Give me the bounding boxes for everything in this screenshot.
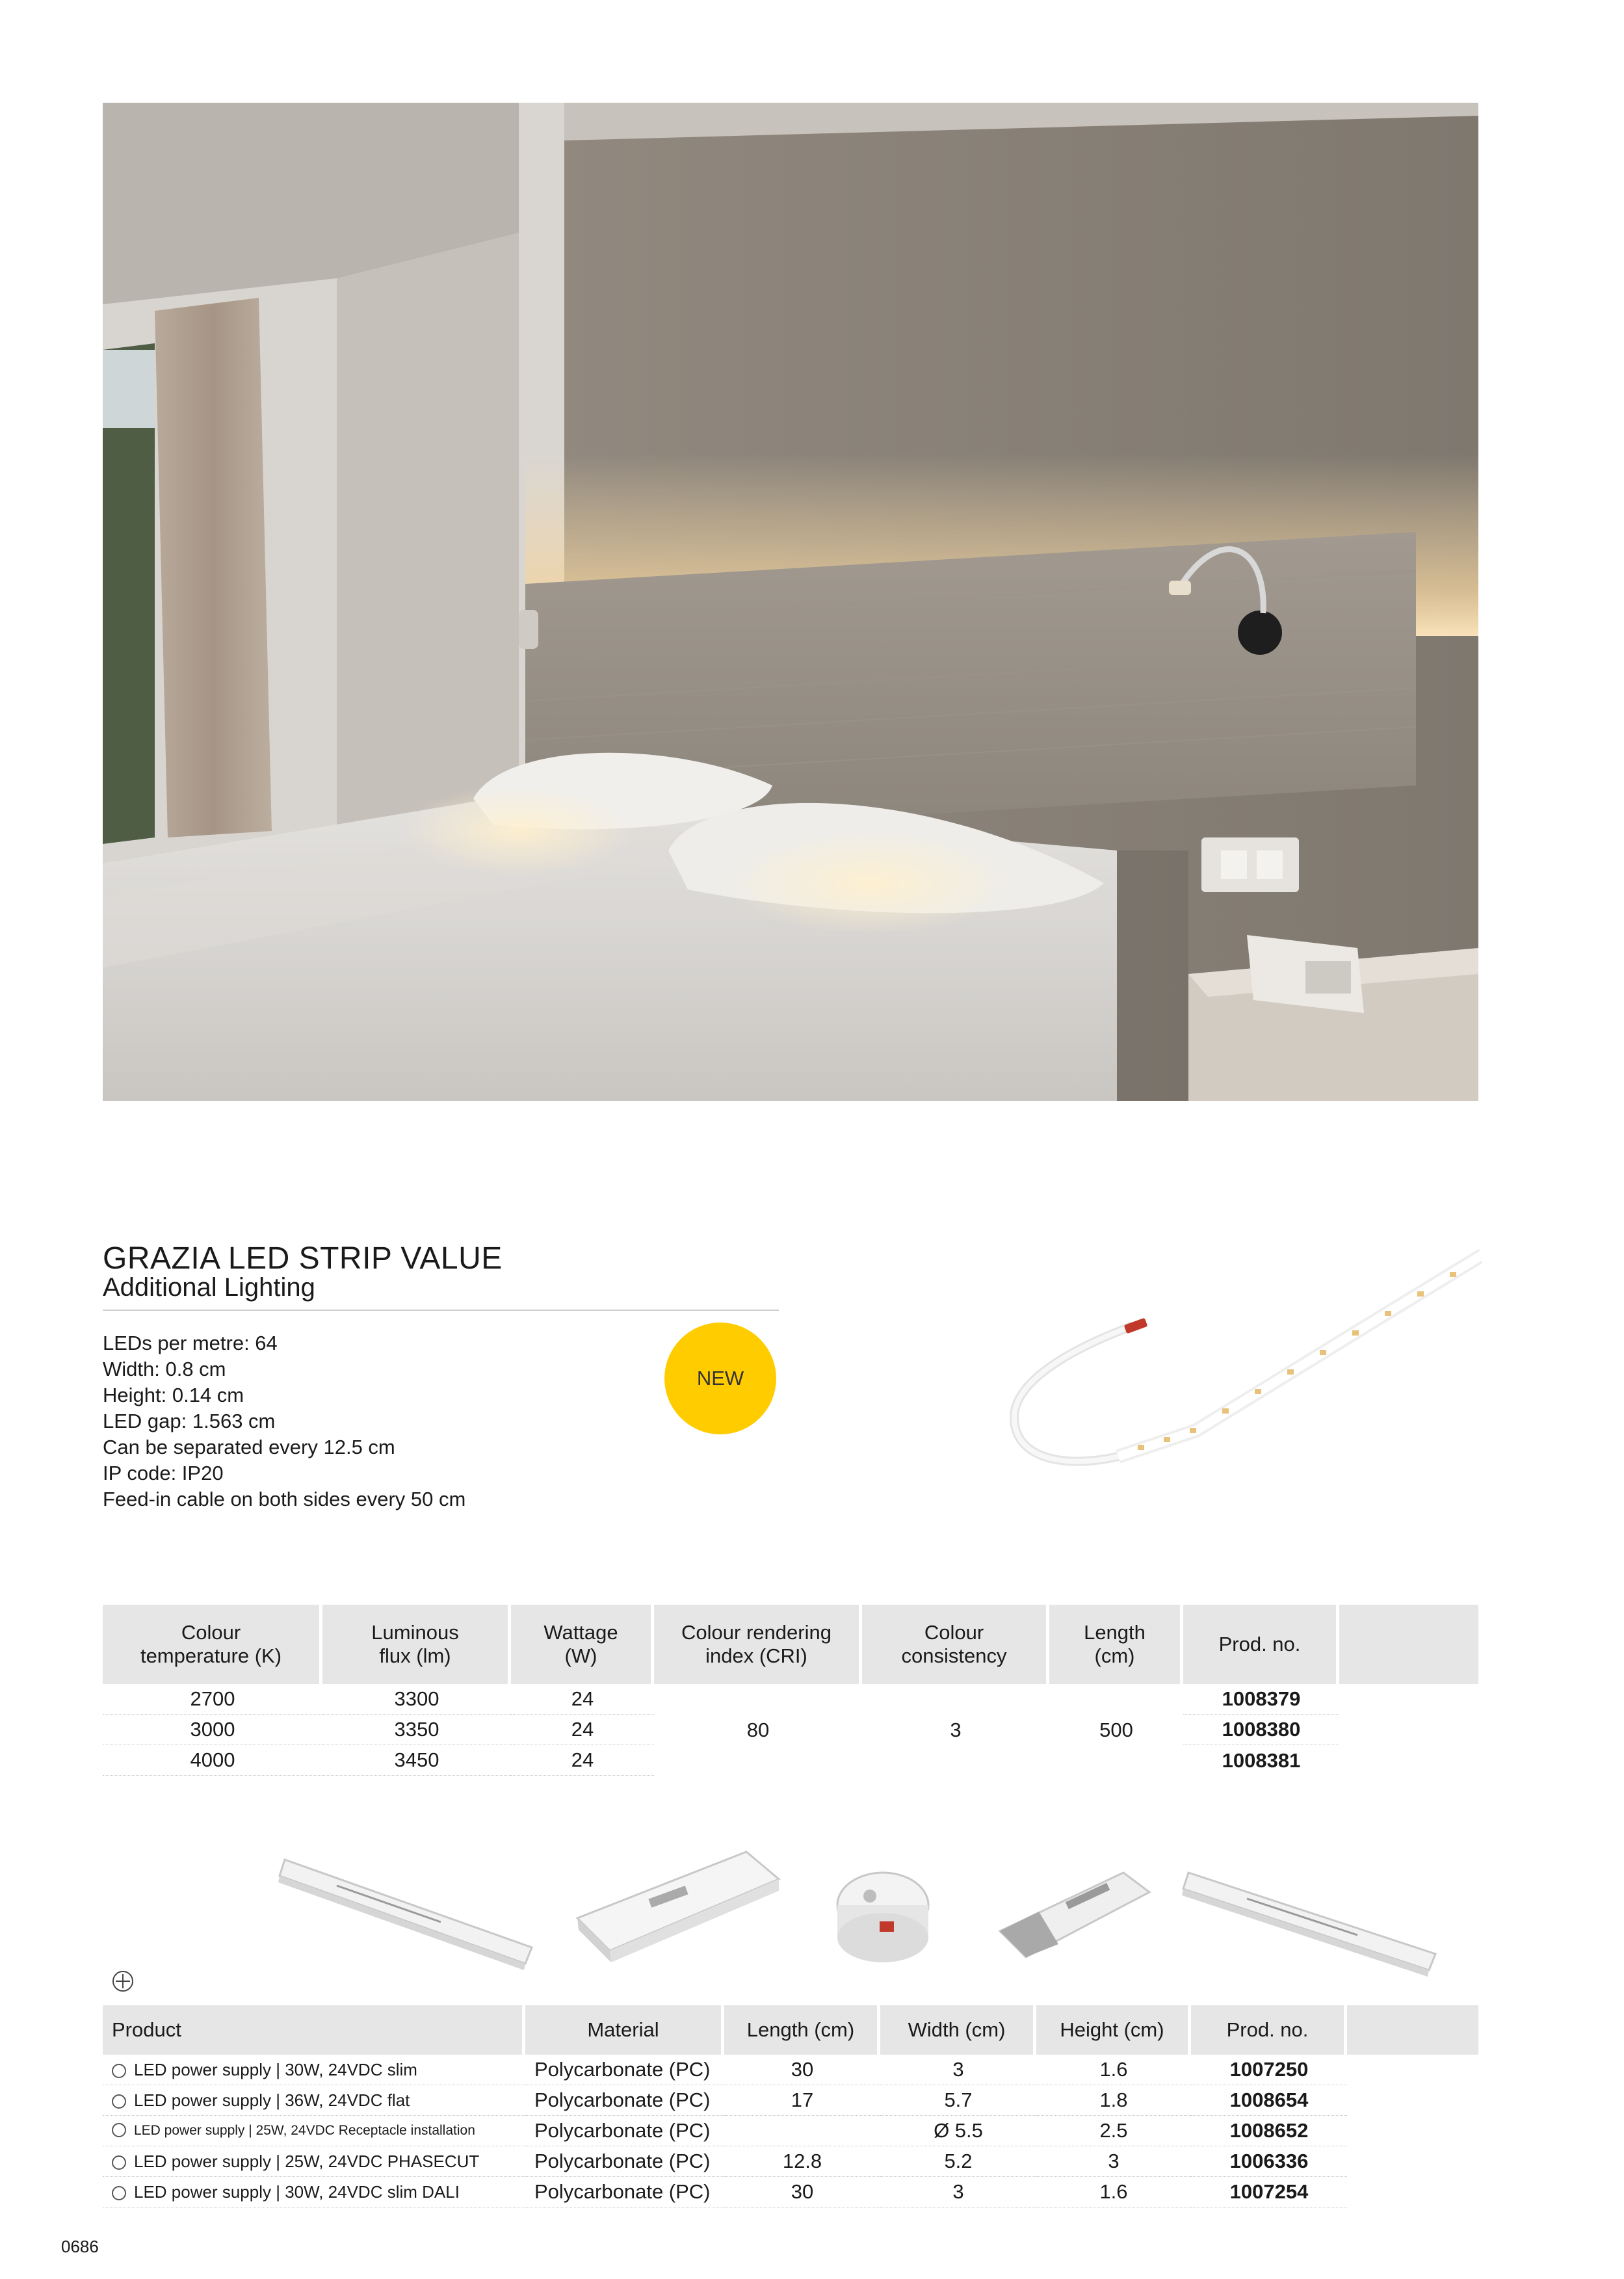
- cell-length: 12.8: [724, 2146, 880, 2177]
- header-height: Height (cm): [1036, 2005, 1191, 2055]
- cell-temp: 2700: [103, 1684, 322, 1715]
- product-name: LED power supply | 36W, 24VDC flat: [134, 2090, 410, 2110]
- cell-cri: 80: [746, 1718, 770, 1741]
- cell-width: 3: [880, 2055, 1036, 2085]
- radio-button[interactable]: [112, 2123, 126, 2137]
- product-title: GRAZIA LED STRIP VALUE: [103, 1241, 503, 1276]
- cell-length: 30: [724, 2177, 880, 2207]
- spec-item: IP code: IP20: [103, 1462, 224, 1484]
- header-product: Product: [103, 2005, 525, 2055]
- accessory-table-header: [103, 2005, 1478, 2055]
- header-cri: Colour rendering index (CRI): [654, 1605, 862, 1684]
- new-badge: [664, 1323, 776, 1434]
- spec-item: Can be separated every 12.5 cm: [103, 1436, 395, 1458]
- cell-prod-no: 1008379: [1183, 1684, 1339, 1715]
- product-name-cell: [103, 2116, 525, 2146]
- cell-prod-no: 1008380: [1183, 1715, 1339, 1745]
- cell-height: 3: [1036, 2146, 1191, 2177]
- cell-watt: 24: [511, 1684, 654, 1715]
- product-name-cell: [103, 2177, 525, 2207]
- header-blank: [1339, 1605, 1478, 1684]
- header-width: Width (cm): [880, 2005, 1036, 2055]
- spec-item: Feed-in cable on both sides every 50 cm: [103, 1488, 466, 1510]
- cell-prod-no: 1006336: [1191, 2146, 1347, 2177]
- spec-table: [103, 1605, 1478, 1776]
- cell-material: Polycarbonate (PC): [525, 2116, 724, 2146]
- table-row: [103, 2146, 1478, 2177]
- spec-item: Width: 0.8 cm: [103, 1358, 226, 1380]
- cell-height: 1.6: [1036, 2177, 1191, 2207]
- power-supply-slim-image: [278, 1860, 532, 1970]
- cell-temp: 3000: [103, 1715, 322, 1745]
- spec-item: LED gap: 1.563 cm: [103, 1410, 276, 1432]
- cell-flux: 3300: [322, 1684, 511, 1715]
- product-name: LED power supply | 30W, 24VDC slim DALI: [134, 2181, 460, 2202]
- spec-item: Height: 0.14 cm: [103, 1384, 244, 1406]
- cell-watt: 24: [511, 1745, 654, 1776]
- led-strip-image: [1001, 1248, 1482, 1522]
- spec-list: [103, 1330, 465, 1512]
- spec-item: LEDs per metre: 64: [103, 1332, 278, 1354]
- cell-prod-no: 1007254: [1191, 2177, 1347, 2207]
- table-row: [103, 1684, 1478, 1715]
- table-row: [103, 2177, 1478, 2207]
- title-divider: [103, 1310, 779, 1311]
- header-prod-no: Prod. no.: [1191, 2005, 1347, 2055]
- cell-height: 2.5: [1036, 2116, 1191, 2146]
- header-length: Length (cm): [724, 2005, 880, 2055]
- header-colour-consistency: Colour consistency: [862, 1605, 1049, 1684]
- header-luminous-flux: Luminous flux (lm): [322, 1605, 511, 1684]
- accessory-table: [103, 2005, 1478, 2207]
- cell-prod-no: 1008654: [1191, 2085, 1347, 2116]
- power-supply-round-image: [837, 1873, 928, 1962]
- cell-flux: 3450: [322, 1745, 511, 1776]
- radio-button[interactable]: [112, 2064, 126, 2078]
- product-name-cell: [103, 2055, 525, 2085]
- header-material: Material: [525, 2005, 724, 2055]
- product-name-cell: [103, 2146, 525, 2177]
- product-name: LED power supply | 30W, 24VDC slim: [134, 2059, 417, 2079]
- accessory-images: [103, 1834, 1478, 1990]
- cell-length: 500: [1099, 1718, 1133, 1741]
- power-supply-phasecut-image: [1000, 1873, 1149, 1957]
- cell-temp: 4000: [103, 1745, 322, 1776]
- radio-button[interactable]: [112, 2186, 126, 2200]
- cell-length: [724, 2116, 880, 2146]
- page-number: 0686: [61, 2237, 99, 2256]
- plus-circle-icon: [112, 1970, 134, 1992]
- cell-watt: 24: [511, 1715, 654, 1745]
- header-prod-no: Prod. no.: [1183, 1605, 1339, 1684]
- cell-prod-no: 1008381: [1222, 1748, 1301, 1772]
- product-subtitle: Additional Lighting: [103, 1273, 315, 1302]
- table-row: [103, 2055, 1478, 2085]
- product-name: LED power supply | 25W, 24VDC PHASECUT: [134, 2151, 480, 2171]
- new-badge-label: NEW: [696, 1367, 744, 1390]
- cell-length: 30: [724, 2055, 880, 2085]
- radio-button[interactable]: [112, 2155, 126, 2170]
- product-name-cell: [103, 2085, 525, 2116]
- header-colour-temperature: Colour temperature (K): [103, 1605, 322, 1684]
- product-name: LED power supply | 25W, 24VDC Receptacle installation: [134, 2123, 475, 2138]
- cell-height: 1.8: [1036, 2085, 1191, 2116]
- header-wattage: Wattage (W): [511, 1605, 654, 1684]
- cell-material: Polycarbonate (PC): [525, 2055, 724, 2085]
- cell-material: Polycarbonate (PC): [525, 2177, 724, 2207]
- cell-height: 1.6: [1036, 2055, 1191, 2085]
- hero-photo: [103, 103, 1478, 1101]
- table-row: [103, 2085, 1478, 2116]
- cell-consistency: 3: [950, 1718, 962, 1741]
- spec-table-header: [103, 1605, 1478, 1684]
- cell-width: Ø 5.5: [880, 2116, 1036, 2146]
- cell-material: Polycarbonate (PC): [525, 2085, 724, 2116]
- cell-flux: 3350: [322, 1715, 511, 1745]
- cell-prod-no: 1007250: [1191, 2055, 1347, 2085]
- header-length: Length (cm): [1049, 1605, 1183, 1684]
- radio-button[interactable]: [112, 2094, 126, 2109]
- cell-width: 3: [880, 2177, 1036, 2207]
- cell-length: 17: [724, 2085, 880, 2116]
- power-supply-flat-image: [577, 1852, 779, 1962]
- cell-material: Polycarbonate (PC): [525, 2146, 724, 2177]
- power-supply-slim-dali-image: [1182, 1873, 1435, 1977]
- cell-width: 5.2: [880, 2146, 1036, 2177]
- cell-prod-no: 1008652: [1191, 2116, 1347, 2146]
- cell-width: 5.7: [880, 2085, 1036, 2116]
- table-row: [103, 2116, 1478, 2146]
- header-blank: [1347, 2005, 1478, 2055]
